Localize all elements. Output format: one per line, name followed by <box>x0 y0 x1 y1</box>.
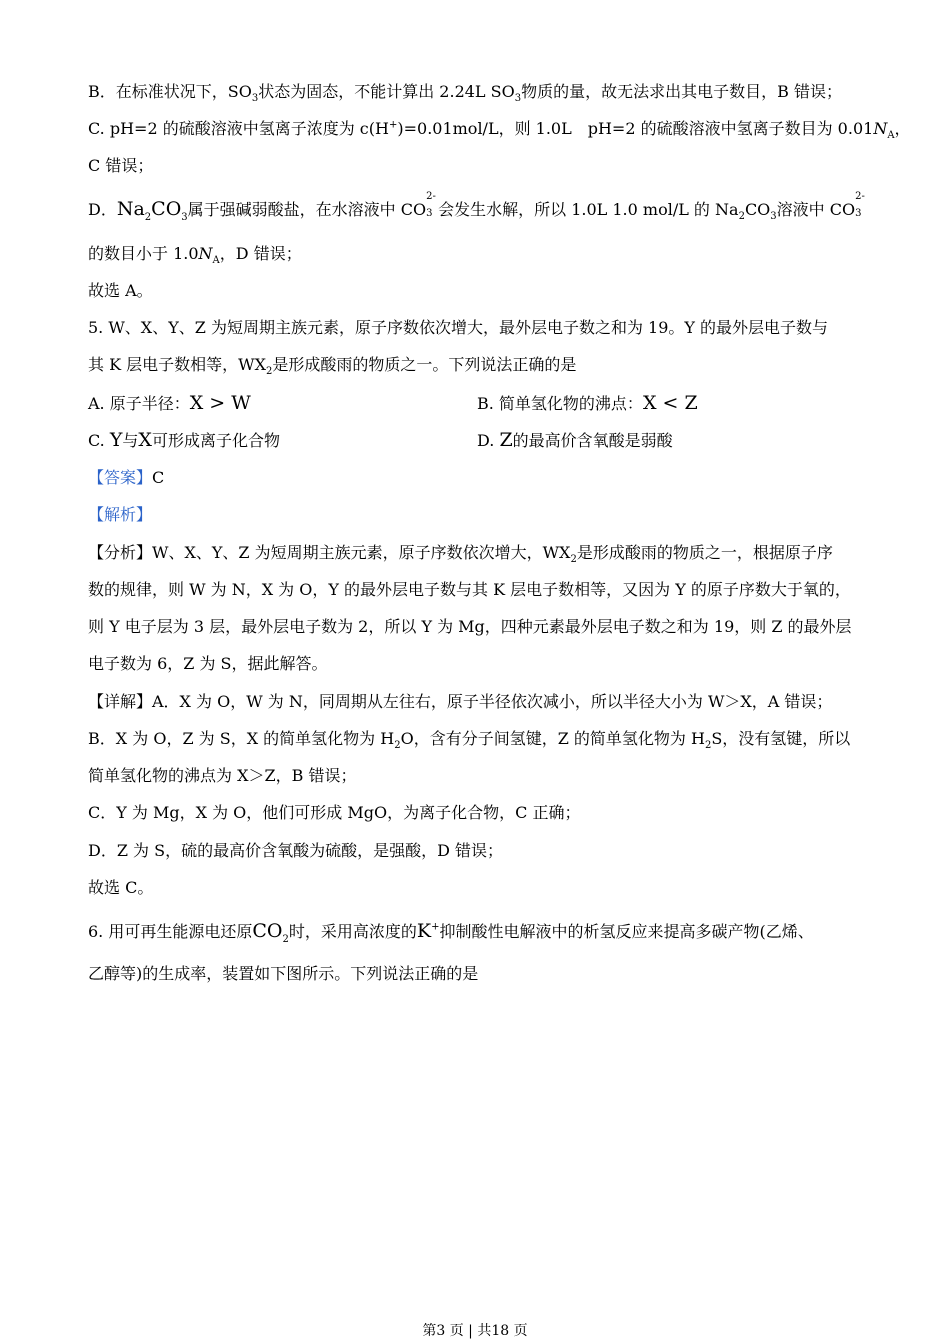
analysis-line-d: D．$Na_2CO_3$属于强碱弱酸盐，在水溶液中 CO 2- 3 会发生水解，所以 1.0L 1.0 mol/L 的 $Na_2CO_3$溶液中 CO 2- 3 <box>88 191 865 223</box>
question-6-stem-2: 乙醇等)的生成率，装置如下图所示。下列说法正确的是 <box>88 964 479 983</box>
option-b: B. 简单氢化物的沸点：X < Z <box>477 392 698 414</box>
detail-line-b-cont: 简单氢化物的沸点为 X＞Z，B 错误； <box>88 766 357 785</box>
option-a: A. 原子半径：X > W <box>88 392 251 414</box>
detail-line-a: 【详解】A．X 为 O，W 为 N，同周期从左往右，原子半径依次减小，所以半径大小为 W＞X，A 错误； <box>88 692 833 711</box>
analysis-para-2: 数的规律，则 W 为 N，X 为 O，Y 的最外层电子数与其 K 层电子数相等，又因为 Y 的原子序数大于氧的， <box>88 580 851 599</box>
answer-tag: 【答案】 <box>88 468 153 487</box>
answer-value: C <box>152 468 165 487</box>
option-d: D. Z的最高价含氧酸是弱酸 <box>477 429 673 451</box>
analysis-tag: 【解析】 <box>88 505 153 524</box>
detail-line-c: C．Y 为 Mg，X 为 O，他们可形成 MgO，为离子化合物，C 正确； <box>88 803 581 822</box>
detail-line-b: B．X 为 O，Z 为 S，X 的简单氢化物为 $H_2O$，含有分子间氢键，Z 的简单氢化物为 $H_2S$，没有氢键，所以 <box>88 729 851 752</box>
page-footer: 第3 页 | 共18 页 <box>422 1323 528 1339</box>
analysis-para-4: 电子数为 6，Z 为 S，据此解答。 <box>88 654 328 673</box>
analysis-line-c-cont: C 错误； <box>88 156 154 175</box>
analysis-line-d-cont: 的数目小于 $1.0N_A$，D 错误； <box>88 244 302 267</box>
detail-line-d: D．Z 为 S，硫的最高价含氧酸为硫酸，是强酸，D 错误； <box>88 841 503 860</box>
option-c: C. Y与X可形成离子化合物 <box>88 429 280 451</box>
analysis-line-b: B．在标准状况下，$SO_3$状态为固态，不能计算出 2.24L $SO_3$物质的量，故无法求出其电子数目，B 错误； <box>88 82 842 105</box>
question-5-stem-1: 5. W、X、Y、Z 为短周期主族元素，原子序数依次增大，最外层电子数之和为 19。Y 的最外层电子数与 <box>88 318 829 337</box>
question-5-stem-2: 其 K 层电子数相等，$WX_2$是形成酸雨的物质之一。下列说法正确的是 <box>88 355 577 378</box>
analysis-para-3: 则 Y 电子层为 3 层，最外层电子数为 2，所以 Y 为 Mg，四种元素最外层电子数之和为 19，则 Z 的最外层 <box>88 617 852 636</box>
answer-line <box>88 467 164 489</box>
conclusion-4: 故选 A。 <box>88 281 153 300</box>
conclusion-5: 故选 C。 <box>88 878 154 897</box>
analysis-para-1: 【分析】W、X、Y、Z 为短周期主族元素，原子序数依次增大，$WX_2$是形成酸雨的物质之一，根据原子序 <box>88 543 833 566</box>
question-6-stem-1: 6. 用可再生能源电还原$CO_2$时，采用高浓度的K+抑制酸性电解液中的析氢反应来提高多碳产物(乙烯、 <box>88 920 814 945</box>
analysis-line-c: C. pH=2 的硫酸溶液中氢离子浓度为 c(H+)=0.01mol/L，则 1.0L pH=2 的硫酸溶液中氢离子数目为 $0.01N_A$， <box>88 119 911 142</box>
